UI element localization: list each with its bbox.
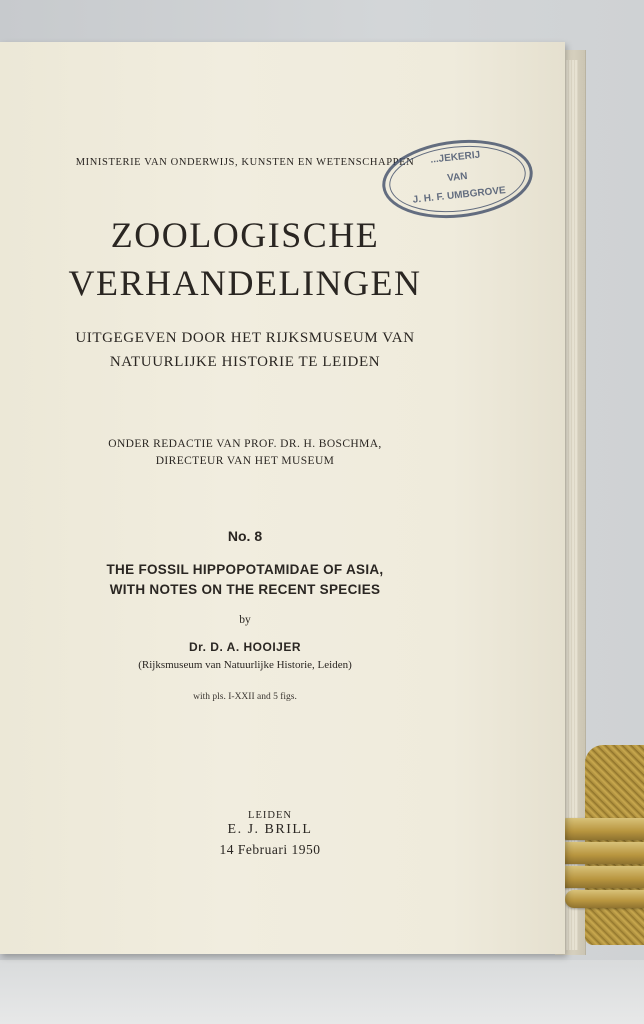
work-title-line-1: THE FOSSIL HIPPOPOTAMIDAE OF ASIA, bbox=[106, 562, 384, 577]
author-affiliation: (Rijksmuseum van Natuurlijke Historie, Leiden) bbox=[138, 659, 352, 671]
series-title-line-1: ZOOLOGISCHE bbox=[110, 215, 380, 255]
book-stand-finger bbox=[556, 818, 644, 840]
issue-number: No. 8 bbox=[227, 528, 263, 544]
plates-note: with pls. I-XXII and 5 figs. bbox=[193, 692, 297, 702]
author-name: Dr. D. A. HOOIJER bbox=[188, 640, 302, 654]
issuer-line-1: UITGEGEVEN DOOR HET RIJKSMUSEUM VAN bbox=[75, 330, 415, 346]
series-title-line-2: VERHANDELINGEN bbox=[68, 263, 422, 303]
stamp-line-1: ...JEKERIJ bbox=[429, 149, 481, 166]
title-page bbox=[0, 42, 565, 954]
publication-date: 14 Februari 1950 bbox=[219, 842, 321, 857]
table-surface bbox=[0, 960, 644, 1024]
book-stand-finger bbox=[565, 890, 644, 908]
editor-line-1: ONDER REDACTIE VAN PROF. DR. H. BOSCHMA, bbox=[108, 438, 382, 450]
stamp-line-3: J. H. F. UMBGROVE bbox=[412, 185, 507, 206]
stamp-line-2: VAN bbox=[446, 170, 469, 185]
publisher-name: E. J. BRILL bbox=[227, 822, 313, 837]
ministry-line: MINISTERIE VAN ONDERWIJS, KUNSTEN EN WETENSCHAPPEN bbox=[75, 157, 415, 168]
editor-line-2: DIRECTEUR VAN HET MUSEUM bbox=[155, 455, 335, 467]
by-line: by bbox=[239, 614, 251, 626]
issuer-line-2: NATUURLIJKE HISTORIE TE LEIDEN bbox=[109, 354, 381, 370]
work-title-line-2: WITH NOTES ON THE RECENT SPECIES bbox=[109, 582, 381, 597]
publication-city: LEIDEN bbox=[248, 810, 292, 821]
